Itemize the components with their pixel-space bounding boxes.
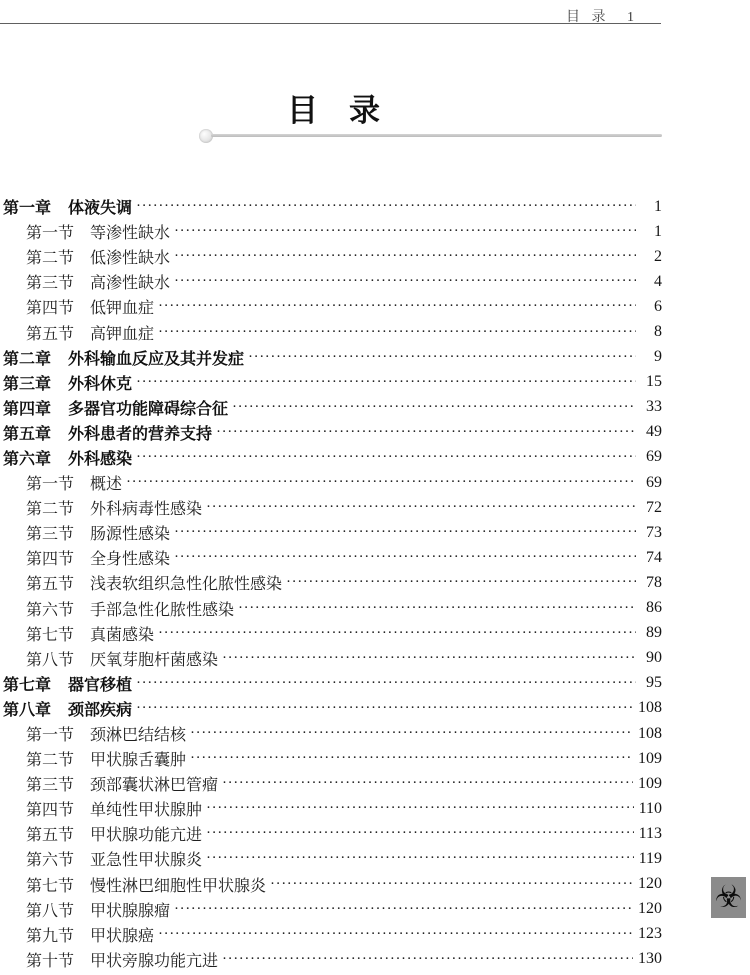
toc-row [0, 345, 662, 370]
dot-leader [238, 600, 636, 617]
toc-entry-page: 109 [638, 774, 662, 792]
toc-entry-page: 120 [638, 900, 662, 918]
dot-leader [174, 273, 636, 290]
toc-list [0, 194, 662, 972]
toc-entry-page: 119 [638, 849, 662, 867]
toc-row [0, 294, 662, 319]
toc-entry-page: 89 [646, 624, 662, 642]
toc-row [0, 796, 662, 821]
toc-entry-title: 颈淋巴结结核 [90, 727, 187, 745]
toc-entry-label: 第五章 [3, 425, 52, 443]
toc-entry-title: 概述 [90, 476, 123, 494]
toc-entry-page: 109 [638, 749, 662, 767]
toc-entry-label: 第十节 [26, 952, 75, 970]
toc-entry-page: 33 [646, 398, 662, 416]
toc-entry-title: 多器官功能障碍综合征 [68, 400, 229, 418]
toc-row [0, 370, 662, 395]
toc-entry-title: 器官移植 [68, 676, 133, 694]
toc-entry-label: 第六节 [26, 601, 75, 619]
running-header-title: 目 录 [566, 10, 610, 25]
dot-leader [136, 700, 633, 717]
toc-entry-page: 1 [654, 197, 662, 215]
dot-leader [248, 349, 636, 366]
toc-entry-page: 15 [646, 373, 662, 391]
toc-entry-page: 1 [654, 222, 662, 240]
toc-entry-label: 第五节 [26, 576, 75, 594]
dot-leader [136, 198, 636, 215]
dot-leader [174, 524, 636, 541]
biohazard-icon: ☣ [714, 879, 743, 915]
toc-entry-label: 第三章 [3, 375, 52, 393]
toc-row [0, 922, 662, 947]
toc-entry-page: 130 [638, 950, 662, 968]
toc-row [0, 244, 662, 269]
toc-entry-title: 手部急性化脓性感染 [90, 601, 235, 619]
toc-row [0, 947, 662, 972]
toc-entry-title: 肠源性感染 [90, 526, 171, 544]
toc-entry-label: 第七章 [3, 676, 52, 694]
toc-entry-label: 第四节 [26, 300, 75, 318]
toc-entry-title: 单纯性甲状腺肿 [90, 802, 203, 820]
toc-entry-label: 第三节 [26, 777, 75, 795]
toc-row [0, 319, 662, 344]
toc-entry-title: 厌氧芽胞杆菌感染 [90, 651, 219, 669]
toc-row [0, 821, 662, 846]
toc-entry-page: 120 [638, 875, 662, 893]
toc-row [0, 420, 662, 445]
dot-leader [126, 474, 636, 491]
dot-leader [158, 625, 636, 642]
toc-entry-label: 第六节 [26, 852, 75, 870]
dot-leader [174, 901, 633, 918]
dot-leader [222, 951, 633, 968]
toc-entry-title: 等渗性缺水 [90, 225, 171, 243]
toc-entry-page: 6 [654, 297, 662, 315]
header-rule [0, 23, 661, 24]
dot-leader [136, 374, 636, 391]
dot-leader [206, 800, 634, 817]
toc-row [0, 570, 662, 595]
toc-row [0, 596, 662, 621]
biohazard-stamp [711, 877, 746, 918]
toc-entry-title: 外科感染 [68, 450, 133, 468]
toc-entry-page: 108 [638, 699, 662, 717]
toc-entry-label: 第二节 [26, 752, 75, 770]
toc-entry-label: 第五节 [26, 325, 75, 343]
toc-entry-title: 浅表软组织急性化脓性感染 [90, 576, 283, 594]
toc-row [0, 269, 662, 294]
toc-entry-title: 颈部囊状淋巴管瘤 [90, 777, 219, 795]
toc-entry-label: 第二节 [26, 250, 75, 268]
toc-entry-title: 全身性感染 [90, 551, 171, 569]
toc-entry-page: 4 [654, 272, 662, 290]
toc-entry-label: 第一节 [26, 476, 75, 494]
toc-row [0, 646, 662, 671]
dot-leader [270, 876, 633, 893]
toc-entry-title: 高渗性缺水 [90, 275, 171, 293]
toc-row [0, 696, 662, 721]
toc-row [0, 671, 662, 696]
toc-entry-title: 甲状腺腺瘤 [90, 902, 171, 920]
toc-entry-page: 69 [646, 448, 662, 466]
toc-entry-page: 123 [638, 925, 662, 943]
toc-entry-page: 108 [638, 724, 662, 742]
toc-row [0, 520, 662, 545]
toc-entry-label: 第四节 [26, 802, 75, 820]
toc-row [0, 897, 662, 922]
toc-entry-label: 第六章 [3, 450, 52, 468]
dot-leader [174, 549, 636, 566]
toc-entry-page: 78 [646, 573, 662, 591]
toc-entry-title: 外科休克 [68, 375, 133, 393]
toc-entry-page: 86 [646, 599, 662, 617]
toc-row [0, 495, 662, 520]
toc-entry-label: 第一节 [26, 727, 75, 745]
running-header-page-number: 1 [627, 10, 634, 25]
dot-leader [136, 449, 636, 466]
dot-leader [190, 725, 633, 742]
toc-entry-title: 甲状腺癌 [90, 927, 155, 945]
toc-entry-page: 74 [646, 548, 662, 566]
toc-row [0, 545, 662, 570]
toc-entry-label: 第八章 [3, 701, 52, 719]
dot-leader [222, 775, 633, 792]
toc-entry-label: 第二节 [26, 501, 75, 519]
dot-leader [190, 750, 633, 767]
toc-entry-page: 72 [646, 498, 662, 516]
toc-entry-title: 体液失调 [68, 200, 133, 218]
toc-entry-title: 亚急性甲状腺炎 [90, 852, 203, 870]
toc-entry-title: 低钾血症 [90, 300, 155, 318]
dot-leader [206, 850, 634, 867]
toc-row [0, 621, 662, 646]
toc-row [0, 771, 662, 796]
toc-entry-title: 外科输血反应及其并发症 [68, 350, 245, 368]
toc-row [0, 470, 662, 495]
dot-leader [136, 675, 636, 692]
toc-entry-title: 外科患者的营养支持 [68, 425, 213, 443]
toc-entry-title: 甲状腺功能亢进 [90, 827, 203, 845]
toc-entry-label: 第四章 [3, 400, 52, 418]
dot-leader [216, 424, 636, 441]
toc-row [0, 445, 662, 470]
dot-leader [206, 499, 636, 516]
toc-entry-title: 高钾血症 [90, 325, 155, 343]
toc-row [0, 219, 662, 244]
toc-row [0, 395, 662, 420]
toc-row [0, 746, 662, 771]
title-underline-line [211, 134, 662, 137]
toc-entry-label: 第四节 [26, 551, 75, 569]
dot-leader [206, 825, 634, 842]
toc-entry-label: 第一节 [26, 225, 75, 243]
toc-entry-label: 第三节 [26, 526, 75, 544]
page-title: 目 录 [287, 93, 380, 128]
dot-leader [286, 574, 636, 591]
toc-entry-label: 第九节 [26, 927, 75, 945]
toc-entry-page: 73 [646, 523, 662, 541]
toc-row [0, 846, 662, 871]
toc-entry-page: 113 [638, 824, 662, 842]
dot-leader [222, 650, 636, 667]
toc-entry-title: 甲状腺舌囊肿 [90, 752, 187, 770]
dot-leader [174, 223, 636, 240]
toc-entry-label: 第八节 [26, 651, 75, 669]
toc-entry-title: 真菌感染 [90, 626, 155, 644]
toc-entry-label: 第三节 [26, 275, 75, 293]
toc-entry-title: 外科病毒性感染 [90, 501, 203, 519]
dot-leader [232, 399, 636, 416]
toc-entry-label: 第七节 [26, 877, 75, 895]
toc-entry-title: 慢性淋巴细胞性甲状腺炎 [90, 877, 267, 895]
toc-entry-page: 69 [646, 473, 662, 491]
toc-entry-page: 8 [654, 323, 662, 341]
dot-leader [158, 324, 636, 341]
toc-entry-label: 第二章 [3, 350, 52, 368]
toc-entry-label: 第一章 [3, 200, 52, 218]
toc-entry-title: 颈部疾病 [68, 701, 133, 719]
toc-entry-label: 第八节 [26, 902, 75, 920]
toc-row [0, 721, 662, 746]
toc-entry-page: 90 [646, 649, 662, 667]
dot-leader [158, 298, 636, 315]
toc-row [0, 194, 662, 219]
toc-entry-page: 49 [646, 423, 662, 441]
dot-leader [158, 926, 633, 943]
toc-row [0, 872, 662, 897]
toc-entry-page: 110 [638, 799, 662, 817]
toc-entry-label: 第五节 [26, 827, 75, 845]
toc-entry-title: 甲状旁腺功能亢进 [90, 952, 219, 970]
toc-entry-page: 95 [646, 674, 662, 692]
dot-leader [174, 248, 636, 265]
toc-entry-page: 9 [654, 348, 662, 366]
toc-entry-page: 2 [654, 247, 662, 265]
toc-entry-label: 第七节 [26, 626, 75, 644]
toc-entry-title: 低渗性缺水 [90, 250, 171, 268]
